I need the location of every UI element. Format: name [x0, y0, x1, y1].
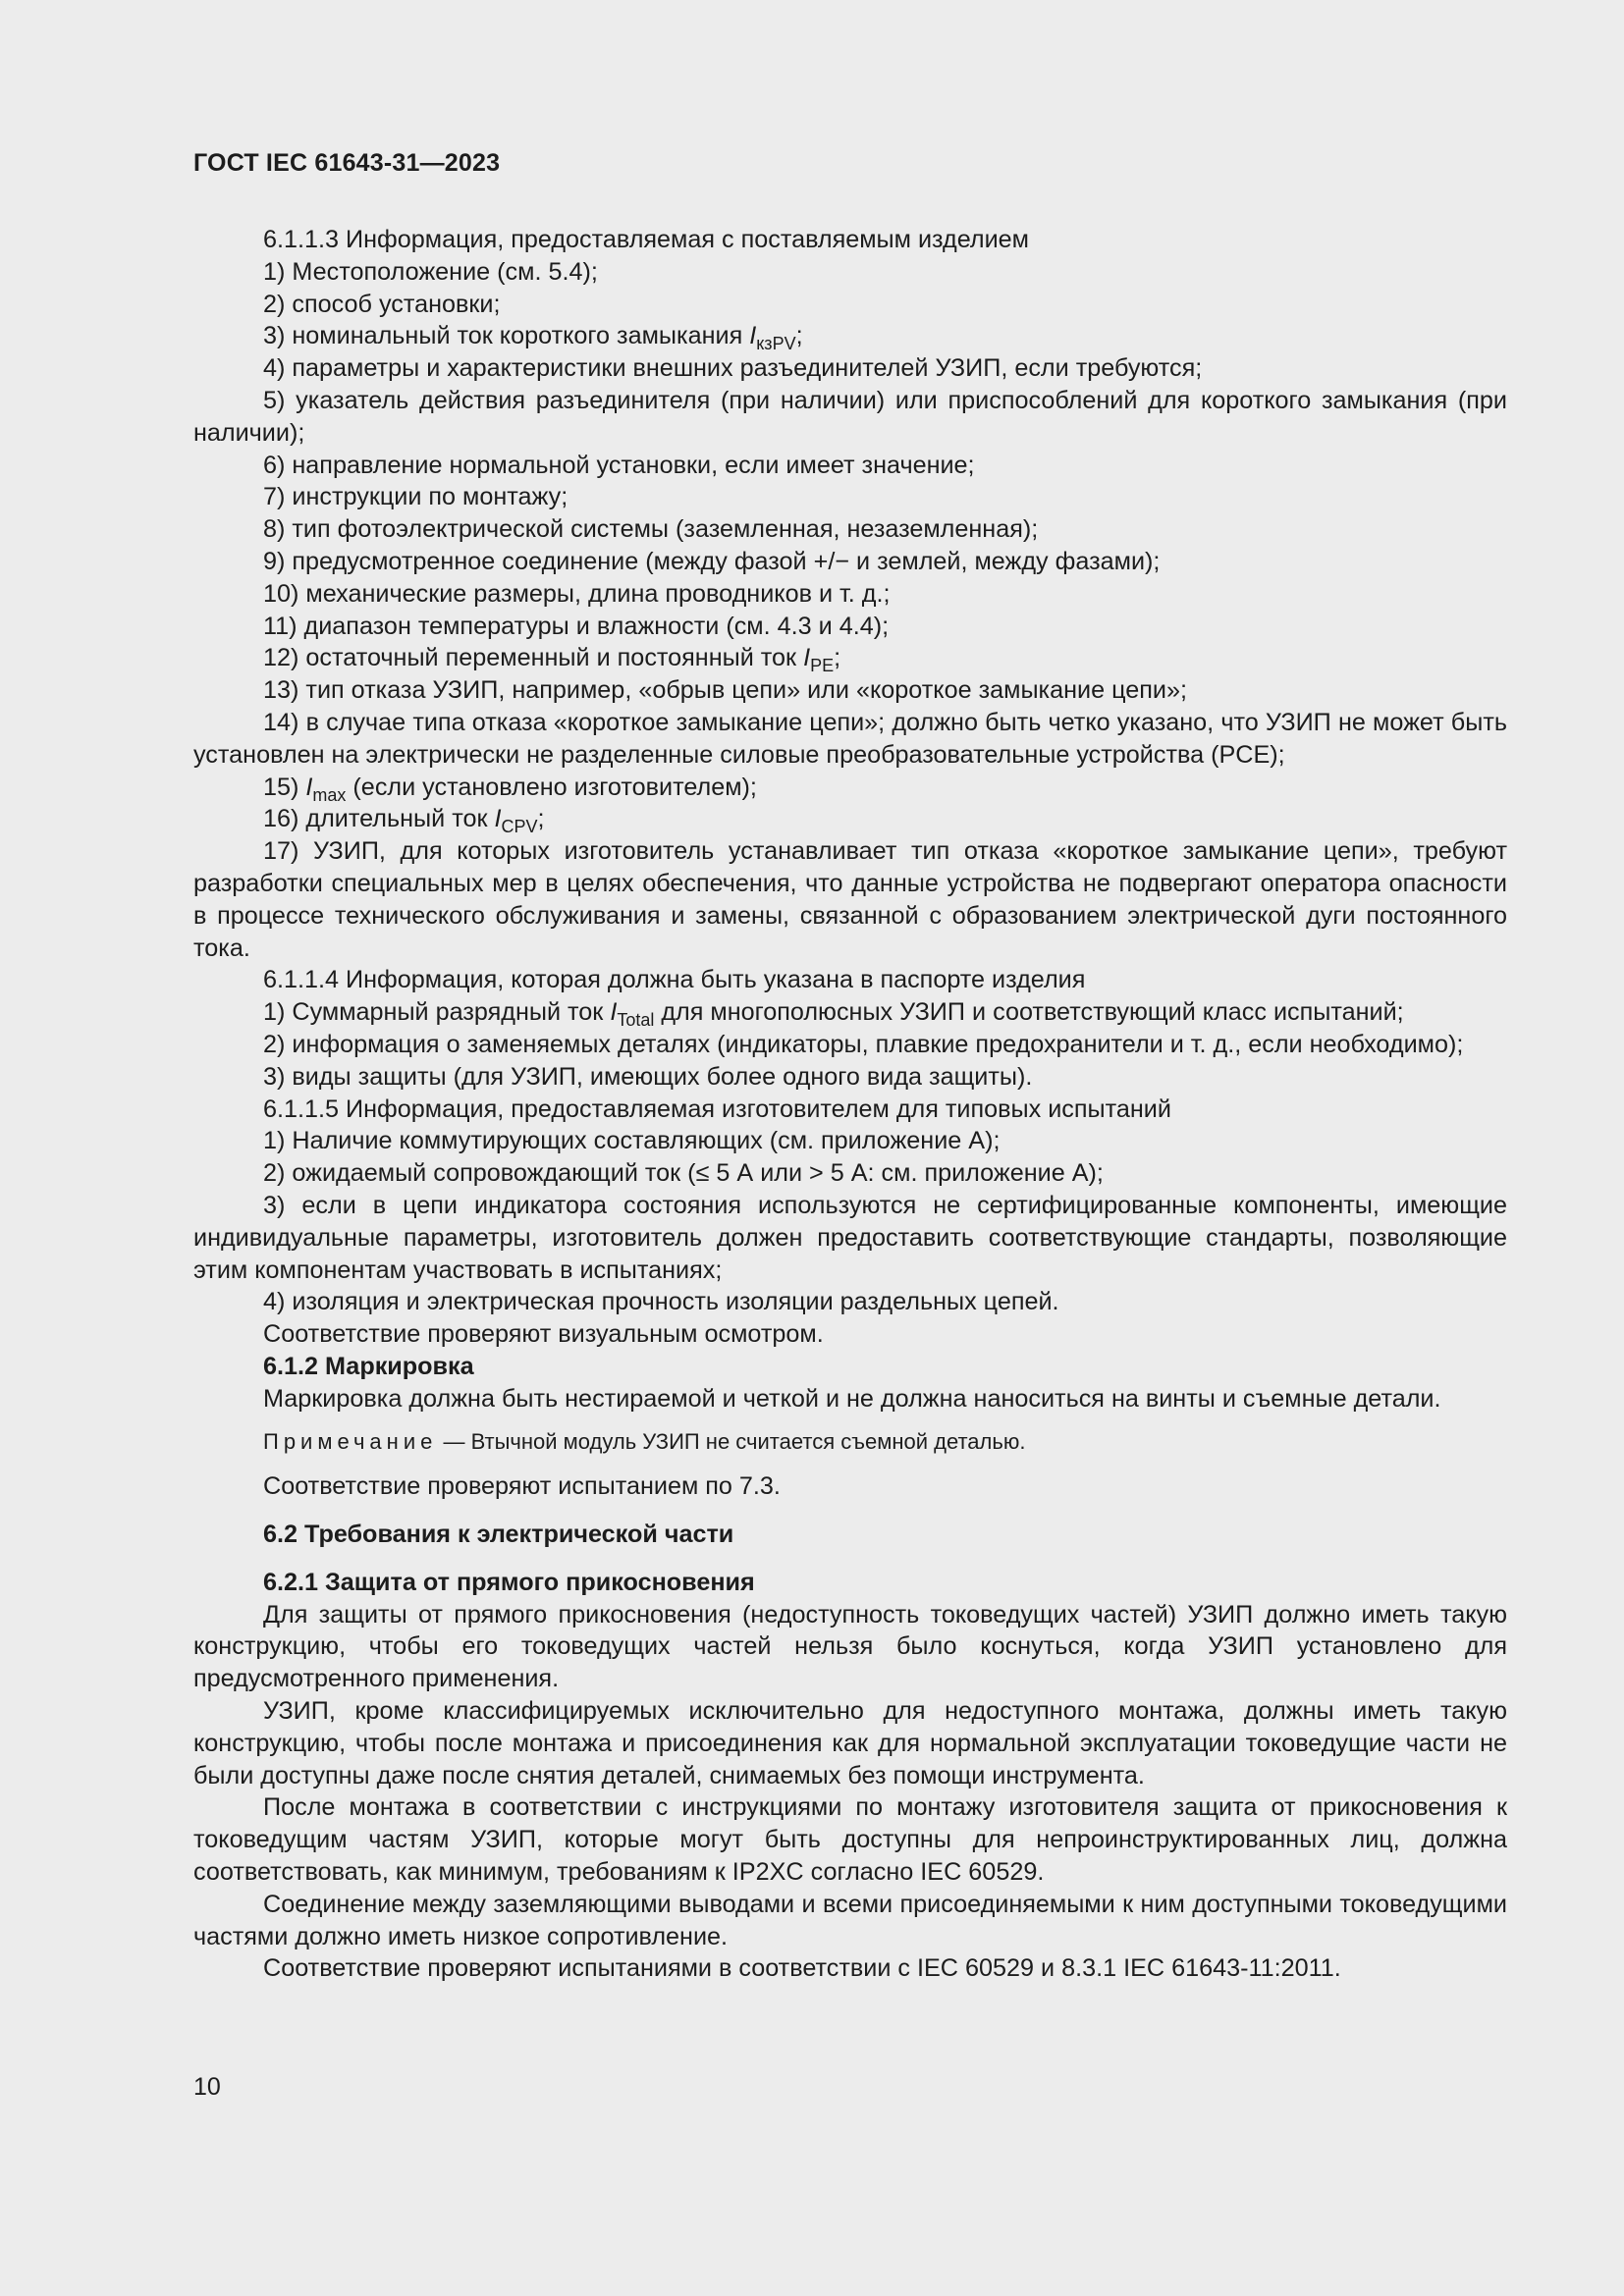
list-item: 2) ожидаемый сопровождающий ток (≤ 5 А или > 5 А: см. приложение А); [263, 1159, 1104, 1188]
list-item: 12) остаточный переменный и постоянный ток $I_{PE}$; [263, 644, 841, 676]
marking-paragraph: Маркировка должна быть нестираемой и четкой и не должна наноситься на винты и съемные детали. [263, 1384, 1441, 1413]
list-item: 1) Суммарный разрядный ток $I_{Total}$ для многополюсных УЗИП и соответствующий класс испытаний; [263, 998, 1404, 1031]
list-item: 13) тип отказа УЗИП, например, «обрыв цепи» или «короткое замыкание цепи»; [263, 676, 1187, 705]
list-item: 14) в случае типа отказа «короткое замыкание цепи»; должно быть четко указано, что УЗИП не может быть установлен на электрически не разделенные силовые преобразовательные устройства (PCE); [193, 708, 1507, 769]
paragraph: УЗИП, кроме классифицируемых исключительно для недоступного монтажа, должны иметь такую конструкцию, чтобы после монтажа и присоединения как для нормальной эксплуатации токоведущие части не были доступны даже после снятия деталей, снимаемых без помощи инструмента. [193, 1697, 1507, 1789]
section-62-heading: 6.2 Требования к электрической части [263, 1521, 734, 1549]
paragraph: Соответствие проверяют испытаниями в соответствии с IEC 60529 и 8.3.1 IEC 61643-11:2011. [263, 1954, 1341, 1983]
list-item: 16) длительный ток $I_{CPV}$; [263, 805, 545, 837]
page-number: 10 [193, 2073, 221, 2101]
list-item: 3) виды защиты (для УЗИП, имеющих более одного вида защиты). [263, 1062, 1033, 1091]
paragraph: Соединение между заземляющими выводами и всеми присоединяемыми к ним доступными токоведущими частями должно иметь низкое сопротивление. [193, 1890, 1507, 1950]
list-item: 4) изоляция и электрическая прочность изоляции раздельных цепей. [263, 1288, 1059, 1316]
section-612-heading: 6.1.2 Маркировка [263, 1352, 474, 1380]
conformity-text: Соответствие проверяют визуальным осмотром. [263, 1320, 824, 1349]
section-621-heading: 6.2.1 Защита от прямого прикосновения [263, 1568, 755, 1596]
document-body [193, 224, 1507, 1985]
paragraph: Для защиты от прямого прикосновения (недоступность токоведущих частей) УЗИП должно иметь такую конструкцию, чтобы его токоведущих частей нельзя было коснуться, когда УЗИП установлено для предусмотренного применения. [193, 1600, 1507, 1693]
document-header: ГОСТ IEC 61643-31—2023 [193, 149, 501, 177]
list-item: 4) параметры и характеристики внешних разъединителей УЗИП, если требуются; [263, 354, 1203, 383]
list-item: 3) номинальный ток короткого замыкания $I_{кзPV}$; [263, 322, 803, 354]
list-item: 2) информация о заменяемых деталях (индикаторы, плавкие предохранители и т. д., если необходимо); [263, 1030, 1464, 1058]
list-item: 17) УЗИП, для которых изготовитель устанавливает тип отказа «короткое замыкание цепи», требуют разработки специальных мер в целях обеспечения, что данные устройства не подвергают оператора опасности в процессе технического обслуживания и замены, связанной с образованием электрической дуги постоянного тока. [193, 837, 1507, 962]
section-6114-title: 6.1.1.4 Информация, которая должна быть указана в паспорте изделия [263, 966, 1086, 994]
list-item: 11) диапазон температуры и влажности (см. 4.3 и 4.4); [263, 612, 890, 640]
list-item: 1) Местоположение (см. 5.4); [263, 257, 598, 286]
section-6115-title: 6.1.1.5 Информация, предоставляемая изготовителем для типовых испытаний [263, 1095, 1171, 1123]
conformity-text: Соответствие проверяют испытанием по 7.3. [263, 1472, 781, 1501]
paragraph: После монтажа в соответствии с инструкциями по монтажу изготовителя защита от прикосновения к токоведущим частям УЗИП, которые могут быть доступны для непроинструктированных лиц, должна соответствовать, как минимум, требованиям к IP2XC согласно IEC 60529. [193, 1793, 1507, 1887]
list-item: 10) механические размеры, длина проводников и т. д.; [263, 579, 891, 608]
list-item: 1) Наличие коммутирующих составляющих (см. приложение А); [263, 1127, 1001, 1155]
list-item: 8) тип фотоэлектрической системы (заземленная, незаземленная); [263, 515, 1039, 544]
section-6113-title: 6.1.1.3 Информация, предоставляемая с поставляемым изделием [263, 226, 1029, 253]
list-item: 2) способ установки; [263, 290, 501, 318]
list-item: 3) если в цепи индикатора состояния используются не сертифицированные компоненты, имеющие индивидуальные параметры, изготовитель должен предоставить соответствующие стандарты, позволяющие этим компонентам участвовать в испытаниях; [193, 1191, 1507, 1284]
list-item: 5) указатель действия разъединителя (при наличии) или приспособлений для короткого замыкания (при наличии); [193, 386, 1507, 447]
note-label: Примечание [263, 1429, 438, 1455]
list-item: 9) предусмотренное соединение (между фазой +/− и землей, между фазами); [263, 547, 1161, 575]
list-item: 15) $I_{max}$ (если установлено изготовителем); [263, 773, 757, 805]
list-item: 6) направление нормальной установки, если имеет значение; [263, 451, 975, 479]
note-text: — Втычной модуль УЗИП не считается съемной деталью. [437, 1429, 1026, 1455]
list-item: 7) инструкции по монтажу; [263, 483, 568, 511]
note [193, 1426, 1507, 1459]
